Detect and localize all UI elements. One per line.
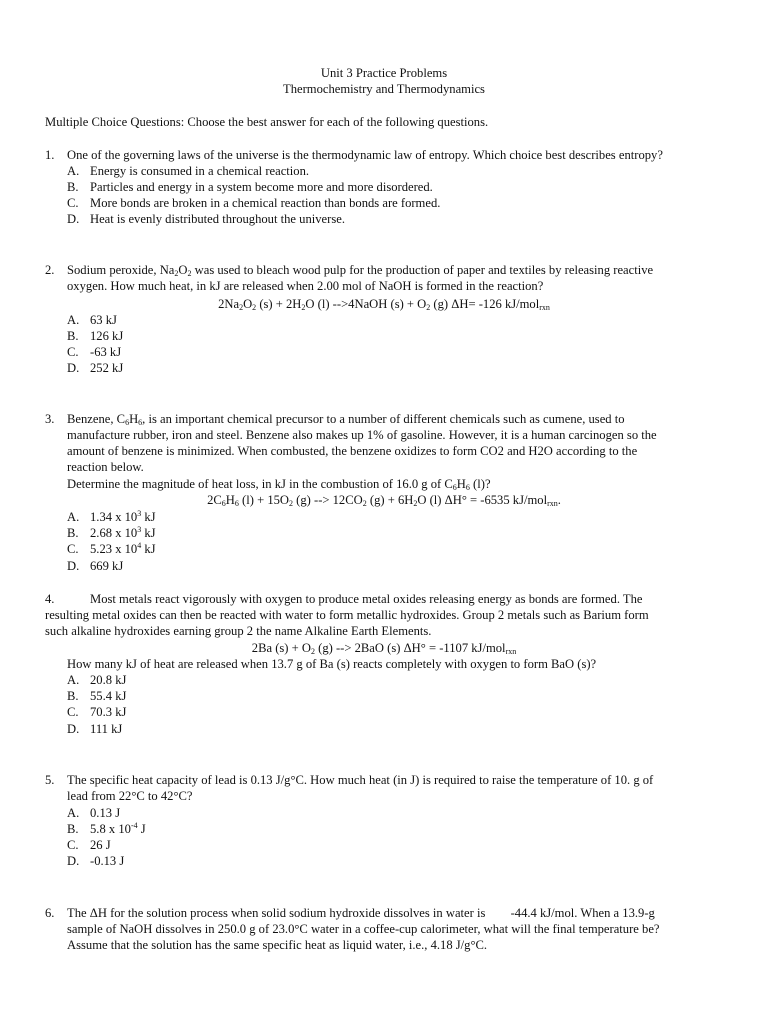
question-text: resulting metal oxides can then be reacted with water to form metallic hydroxides. Group 2 metals such as Barium form <box>45 608 649 622</box>
question-number: 1. <box>45 148 55 162</box>
option-text: 55.4 kJ <box>90 689 127 703</box>
question-text: reaction below. <box>67 460 144 474</box>
question-text: Assume that the solution has the same specific heat as liquid water, i.e., 4.18 J/g°C. <box>67 938 488 952</box>
option-letter: B. <box>67 526 79 540</box>
question-text: such alkaline hydroxides earning group 2 the name Alkaline Earth Elements. <box>45 624 432 638</box>
option-letter: A. <box>67 313 80 327</box>
document-title: Unit 3 Practice Problems <box>320 66 448 80</box>
option-text: 5.8 x $10^{-4}$ J <box>90 821 146 836</box>
question-number: 3. <box>45 412 55 426</box>
option-text: Particles and energy in a system become more and more disordered. <box>90 180 433 194</box>
question-text: amount of benzene is minimized. When combusted, the benzene oxidizes to form CO2 and H2O according to the <box>67 444 638 458</box>
question-number: 2. <box>45 263 55 277</box>
question-number: 6. <box>45 906 55 920</box>
chemical-equation: 2Ba $(s) + O_2$ (g) --> 2BaO (s) ΔH° = -1107 kJ/mol$_{rxn}$ <box>251 641 517 656</box>
option-text: More bonds are broken in a chemical reaction than bonds are formed. <box>90 196 441 210</box>
instructions: Multiple Choice Questions: Choose the best answer for each of the following questions. <box>45 115 489 129</box>
question-text: Most metals react vigorously with oxygen to produce metal oxides releasing energy as bonds are formed. The <box>90 592 643 606</box>
option-text: 669 kJ <box>90 559 124 573</box>
option-letter: C. <box>67 345 79 359</box>
option-text: 5.23 x $10^4$ kJ <box>90 541 156 556</box>
option-letter: A. <box>67 164 80 178</box>
chemical-equation: $2Na_2O_2$ $(s) + 2H_2O$ (l) -->4NaOH $(s) + O_2$ (g) ΔH= -126 kJ/mol$_{rxn}$ <box>218 297 550 312</box>
question-text: manufacture rubber, iron and steel. Benzene also makes up 1% of gasoline. However, it is a human carcinogen so the <box>67 428 657 442</box>
document-subtitle: Thermochemistry and Thermodynamics <box>283 82 485 96</box>
option-text: -63 kJ <box>90 345 122 359</box>
option-text: 2.68 x $10^3$ kJ <box>90 525 156 540</box>
option-text: 111 kJ <box>90 722 123 736</box>
option-letter: A. <box>67 510 80 524</box>
option-letter: B. <box>67 329 79 343</box>
option-text: 20.8 kJ <box>90 673 127 687</box>
question-text: One of the governing laws of the universe is the thermodynamic law of entropy. Which choice best describes entropy? <box>67 148 663 162</box>
option-text: 70.3 kJ <box>90 705 127 719</box>
option-text: Heat is evenly distributed throughout the universe. <box>90 212 345 226</box>
question-text: Sodium peroxide, $Na_2O_2$ was used to bleach wood pulp for the production of paper and textiles by releasing reactive <box>67 263 654 278</box>
question-number: 4. <box>45 592 55 606</box>
option-text: 0.13 J <box>90 806 121 820</box>
option-letter: D. <box>67 559 80 573</box>
option-letter: C. <box>67 542 79 556</box>
option-text: 26 J <box>90 838 111 852</box>
option-letter: B. <box>67 822 79 836</box>
question-text: Benzene, $C_6H_6$, is an important chemical precursor to a number of different chemicals such as cumene, used to <box>67 412 625 427</box>
option-text: Energy is consumed in a chemical reaction. <box>90 164 310 178</box>
option-text: 1.34 x $10^3$ kJ <box>90 509 156 524</box>
chemical-equation: $2C_6H_6$ $(l) + 15O_2$ (g) --> $12CO_2$ $(g) + 6H_2O$ (l) ΔH° = -6535 kJ/mol$_{rxn}$. <box>207 493 561 508</box>
option-text: 63 kJ <box>90 313 117 327</box>
question-text: How many kJ of heat are released when 13.7 g of Ba (s) reacts completely with oxygen to form BaO (s)? <box>67 657 597 671</box>
option-letter: D. <box>67 722 80 736</box>
option-letter: C. <box>67 838 79 852</box>
question-number: 5. <box>45 773 55 787</box>
option-letter: D. <box>67 212 80 226</box>
question-text: The ΔH for the solution process when solid sodium hydroxide dissolves in water is -44.4 kJ/mol. When a 13.9-g <box>67 906 655 920</box>
option-letter: C. <box>67 196 79 210</box>
question-text: sample of NaOH dissolves in 250.0 g of 23.0°C water in a coffee-cup calorimeter, what will the final temperature be? <box>67 922 660 936</box>
option-letter: B. <box>67 689 79 703</box>
option-letter: C. <box>67 705 79 719</box>
question-text: The specific heat capacity of lead is 0.13 J/g°C. How much heat (in J) is required to raise the temperature of 10. g of <box>67 773 654 787</box>
option-letter: A. <box>67 673 80 687</box>
question-text: oxygen. How much heat, in kJ are released when 2.00 mol of NaOH is formed in the reaction? <box>67 279 544 293</box>
question-text: Determine the magnitude of heat loss, in kJ in the combustion of 16.0 g of $C_6H_6$ (l)? <box>67 477 491 492</box>
option-letter: D. <box>67 361 80 375</box>
option-letter: B. <box>67 180 79 194</box>
option-letter: D. <box>67 854 80 868</box>
option-letter: A. <box>67 806 80 820</box>
option-text: -0.13 J <box>90 854 125 868</box>
option-text: 252 kJ <box>90 361 124 375</box>
option-text: 126 kJ <box>90 329 124 343</box>
question-text: lead from 22°C to 42°C? <box>67 789 193 803</box>
